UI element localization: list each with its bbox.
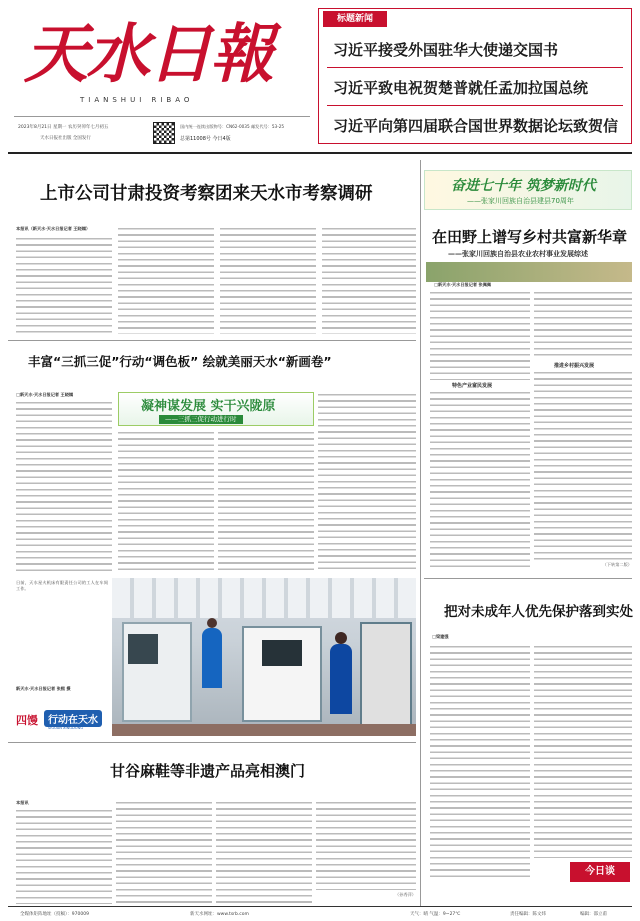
footer-checker: 编辑：邵立甫 [580,912,607,917]
logo-brand: 四馒 [16,714,38,727]
second-headline[interactable]: 丰富“三抓三促”行动“调色板” 绘就美丽天水“新画卷” [28,354,332,369]
title-news-label: 标题新闻 [323,11,387,27]
site-line: 天水日报社出版 全国发行 [40,136,91,141]
factory-photo[interactable] [112,578,416,736]
title-news-item-1[interactable]: 习近平接受外国驻华大使递交国书 [333,41,559,59]
commentary-headline[interactable]: 把对未成年人优先保护落到实处 [444,604,633,620]
side-sub1: 特色产业富民发展 [452,383,493,389]
bottom-headline[interactable]: 甘谷麻鞋等非遗产品亮相澳门 [110,762,306,780]
footer-site: 新天水网址：www.tsrb.com [190,912,249,917]
side-subhead: ——张家川回族自治县农业农村事业发展综述 [448,250,588,258]
promo-main: 凝神谋发展 实干兴陇原 [141,399,276,414]
lead-byline: 本报讯（新天水·天水日报记者 王晓嫣） [16,226,91,231]
promo-sub: ——三抓三促行动进行时 [159,415,243,424]
footer-address: 全媒体矩阵地址（投稿）：970009 [20,912,89,917]
masthead-pinyin: TIANSHUI RIBAO [80,96,194,104]
side-byline: □新天水·天水日报记者 张佩佩 [434,282,492,287]
banner-sub: ——张家川回族自治县建县70周年 [467,197,574,205]
logo-slogan: 行动在天水 [44,710,102,727]
caption-credit: 新天水·天水日报记者 张熙 摄 [16,686,71,691]
side-continued: （下转第二版） [602,562,632,567]
issue-number: 总第11008号 今日4版 [180,136,231,142]
footer-editor: 责任编辑：陈文炜 [510,912,546,917]
side-photo[interactable] [426,262,632,282]
meta-line: 国内统一连续出版物号：CN62-0035 邮发代号：53-25 [180,124,285,129]
bottom-continued: （孙秀萍） [395,892,416,897]
footer-weather: 天气：晴 气温：9~27℃ [410,912,461,917]
title-news-box [318,8,632,144]
lead-headline[interactable]: 上市公司甘肃投资考察团来天水市考察调研 [40,184,373,204]
caption-text: 日前，天水星火机床有限责任公司的工人在车间工作。 [16,580,108,592]
lead-body [16,226,416,334]
promo-box [118,392,314,426]
title-news-item-3[interactable]: 习近平向第四届联合国世界数据论坛致贺信 [333,117,619,135]
qr-code[interactable] [153,122,175,144]
logo-sublabel: SIGUAN XINGDONG [48,726,84,730]
banner-main: 奋进七十年 筑梦新时代 [451,178,596,194]
bottom-byline: 本报讯 [16,800,29,805]
masthead [0,0,310,150]
title-news-item-2[interactable]: 习近平致电祝贺楚普就任孟加拉国总统 [333,79,589,97]
masthead-title: 天水日報 [24,17,272,92]
date-line: 2023年8月21日 星期一 农历癸卯年七月初五 [18,125,109,130]
side-sub2: 推进乡村振兴发展 [554,363,595,369]
side-headline[interactable]: 在田野上谱写乡村共富新华章 [432,228,628,246]
siguan-logo [14,708,110,736]
commentary-byline: □梁建强 [432,634,449,639]
commentary-badge: 今日谈 [570,862,630,882]
banner [424,170,632,210]
second-byline: □新天水·天水日报记者 王晓嫣 [16,392,74,397]
